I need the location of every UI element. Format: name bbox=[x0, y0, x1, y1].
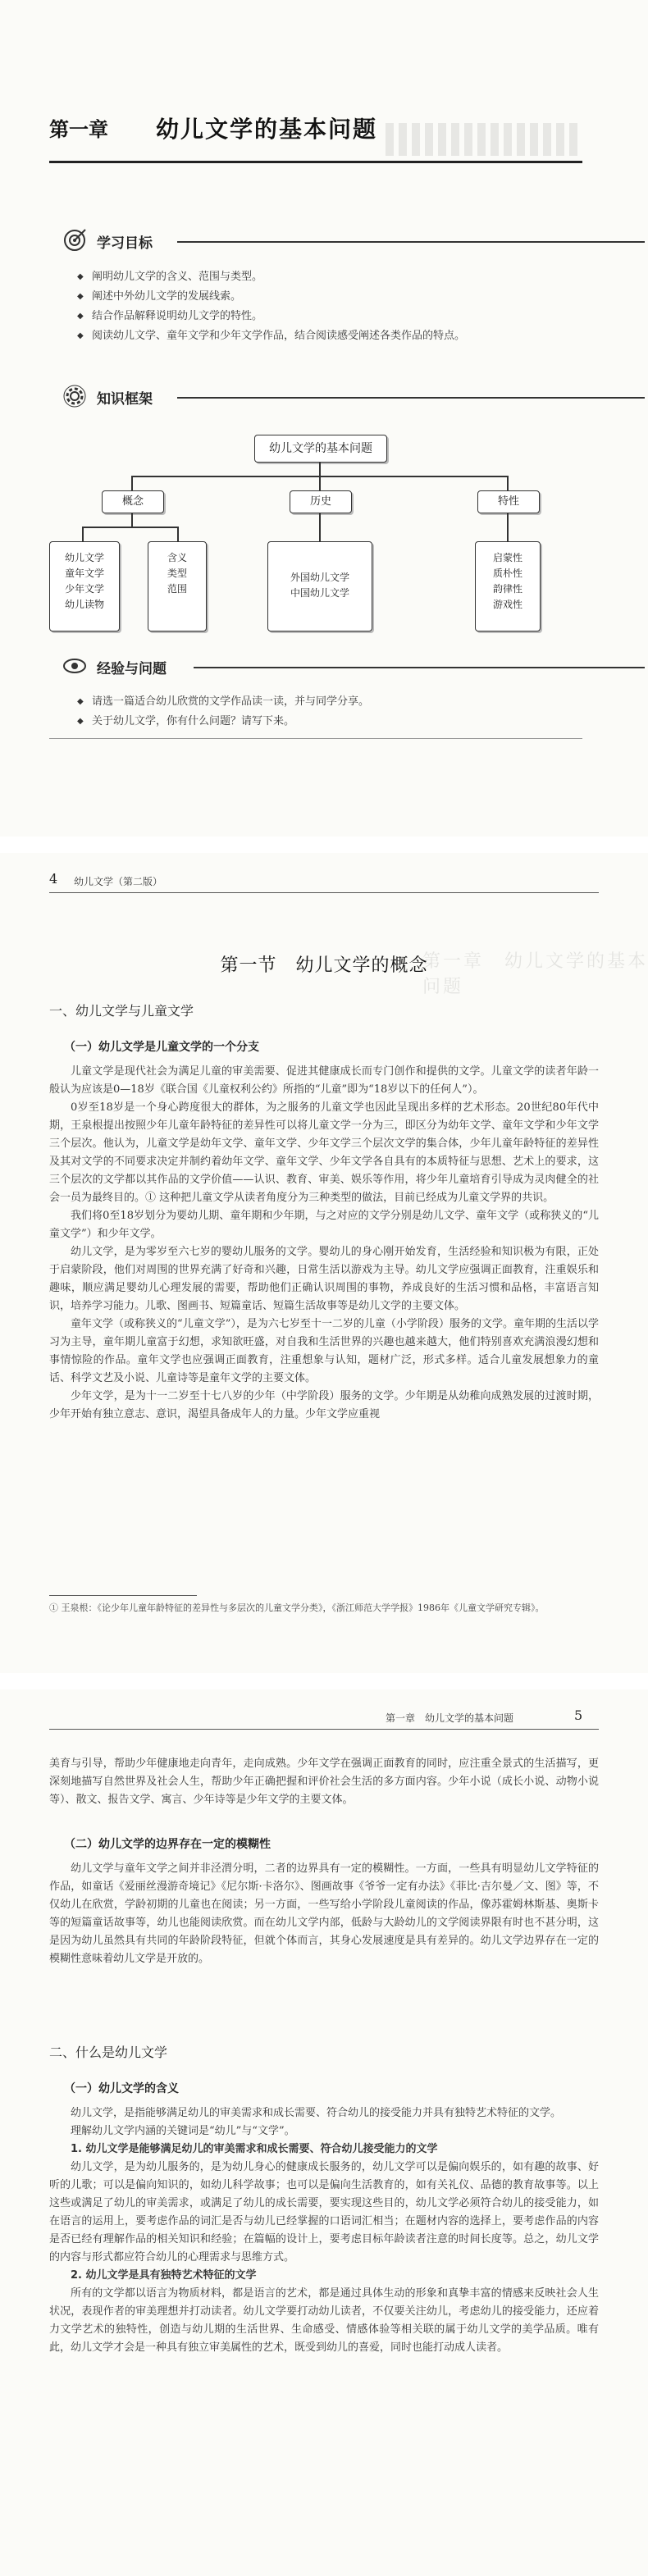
running-head: 幼儿文学（第二版） bbox=[74, 876, 163, 887]
paragraph: 所有的文学都以语言为物质材料，都是语言的艺术，都是通过具体生动的形象和真挚丰富的情感来反映社会人生状况，表现作者的审美理想并打动读者。幼儿文学要打动幼儿读者，不仅要关注幼儿，考虑幼儿的接受能力，还应着力文学艺术的独特性，创造与幼儿期的生活世界、生命感受、情感体验等相关联的属于幼儿文学的美学品质。唯有此，幼儿文学才会是一种具有独立审美属性的艺术，既受到幼儿的喜爱，同时也能打动成人读者。 bbox=[49, 2287, 599, 2354]
diagram-leaf-concept-types bbox=[49, 541, 120, 631]
objectives-title: 学习目标 bbox=[97, 235, 153, 252]
leaf-line: 质朴性 bbox=[492, 568, 523, 579]
numbered-point: 1. 幼儿文学是能够满足幼儿的审美需求和成长需要、符合幼儿接受能力的文学 bbox=[71, 2143, 438, 2155]
body-text bbox=[49, 2104, 599, 2357]
header-rule bbox=[49, 1729, 599, 1730]
leaf-line: 童年文学 bbox=[64, 568, 104, 579]
paragraph: 美育与引导，帮助少年健康地走向青年，走向成熟。少年文学在强调正面教育的同时，应注重全景式的生活描写，更深刻地描写自然世界及社会人生，帮助少年正确把握和评价社会生活的多方面内容。少年小说（成长小说、动物小说等）、散文、报告文学、寓言、少年诗等是少年文学的主要文体。 bbox=[49, 1758, 599, 1806]
chapter-label: 第一章 bbox=[49, 118, 108, 141]
objectives-header bbox=[62, 226, 587, 254]
leaf-line: 外国幼儿文学 bbox=[290, 572, 349, 583]
experience-title: 经验与问题 bbox=[97, 661, 167, 677]
diagram-root-node: 幼儿文学的基本问题 bbox=[254, 435, 387, 463]
page-gap bbox=[0, 1673, 648, 1689]
list-item: ◆ 阐明幼儿文学的含义、范围与类型。 bbox=[77, 267, 594, 287]
textbook-page-5 bbox=[0, 1689, 648, 2576]
heading-1: 一、幼儿文学与儿童文学 bbox=[49, 1003, 194, 1019]
page-gap bbox=[0, 837, 648, 853]
diagram-connector bbox=[507, 476, 509, 490]
experience-rule bbox=[194, 667, 645, 668]
list-item: ◆ 阅读幼儿文学、童年文学和少年文学作品，结合阅读感受阐述各类作品的特点。 bbox=[77, 326, 594, 346]
diagram-connector bbox=[319, 513, 321, 541]
chapter-rule bbox=[49, 161, 582, 163]
numbered-point: 2. 幼儿文学是具有独特艺术特征的文学 bbox=[71, 2269, 257, 2282]
footnote-rule bbox=[49, 1595, 197, 1596]
diagram-connector bbox=[131, 513, 133, 527]
knowledge-framework-diagram bbox=[49, 426, 582, 672]
chapter-header bbox=[49, 98, 582, 156]
framework-title: 知识框架 bbox=[97, 391, 153, 408]
eye-icon bbox=[62, 654, 87, 678]
leaf-line: 范围 bbox=[167, 583, 187, 595]
experience-list bbox=[77, 692, 594, 732]
diagram-connector bbox=[177, 527, 179, 541]
objectives-rule bbox=[177, 241, 645, 243]
body-text bbox=[49, 1063, 599, 1424]
paragraph: 我们将0至18岁划分为要幼儿期、童年期和少年期，与之对应的文学分别是幼儿文学、童年文学（或称狭义的“儿童文学”）和少年文学。 bbox=[49, 1210, 599, 1240]
leaf-line: 含义 bbox=[167, 552, 187, 563]
objectives-list bbox=[77, 267, 594, 346]
diagram-node-concept: 概念 bbox=[102, 490, 164, 513]
paragraph: 儿童文学是现代社会为满足儿童的审美需要、促进其健康成长而专门创作和提供的文学。儿童文学的读者年龄一般认为应该是0—18岁《联合国《儿童权利公约》所指的“儿童”即为“18岁以下的任何人”）。 bbox=[49, 1065, 599, 1096]
leaf-line: 韵律性 bbox=[492, 583, 523, 595]
framework-header bbox=[62, 382, 587, 410]
diagram-leaf-concept-aspects bbox=[148, 541, 207, 631]
page-number: 5 bbox=[574, 1707, 583, 1723]
heading-2: （二）幼儿文学的边界存在一定的模糊性 bbox=[64, 1838, 271, 1851]
page-number: 4 bbox=[49, 871, 58, 887]
paragraph: 0岁至18岁是一个身心跨度很大的群体，为之服务的儿童文学也因此呈现出多样的艺术形态。20世纪80年代中期，王泉根提出按照少年儿童年龄特征的差异性可以将儿童文学一分为三，即区分为幼年文学、童年文学和少年文学三个层次。他认为，儿童文学是幼年文学、童年文学、少年文学三个层次文学的集合体，少年儿童年龄特征的差异性及其对文学的不同要求决定并制约着幼年文学、童年文学、少年文学各自具有的本质特征与思想、艺术上的要求，这三个层次的文学都以其作品的文学价值——认识、教育、审美、娱乐等作用，将少年儿童培育引导成为灵肉健全的社会一员为最终目的。① 这种把儿童文学从读者角度分为三种类型的做法，目前已经成为儿童文学界的共识。 bbox=[49, 1101, 599, 1204]
header-rule bbox=[49, 892, 599, 893]
heading-1: 二、什么是幼儿文学 bbox=[49, 2045, 168, 2060]
section-end-rule bbox=[49, 738, 582, 739]
diagram-connector bbox=[131, 476, 133, 490]
gear-icon bbox=[62, 384, 87, 408]
diagram-connector bbox=[507, 513, 509, 541]
diagram-leaf-history bbox=[267, 541, 372, 631]
diagram-connector bbox=[319, 476, 321, 490]
section-title: 第一节 幼儿文学的概念 bbox=[220, 955, 428, 976]
diagram-connector bbox=[82, 527, 84, 541]
paragraph: 理解幼儿文学内涵的关键词是“幼儿”与“文学”。 bbox=[71, 2125, 295, 2137]
heading-2: （一）幼儿文学的含义 bbox=[64, 2082, 179, 2095]
paragraph: 幼儿文学，是为零岁至六七岁的婴幼儿服务的文学。婴幼儿的身心刚开始发育，生活经验和知识极为有限，正处于启蒙阶段，他们对周围的世界充满了好奇和兴趣，日常生活以游戏为主导。幼儿文学应强调正面教育，注重娱乐和趣味，顺应满足婴幼儿心理发展的需要，帮助他们正确认识周围的事物，养成良好的生活习惯和品格，丰富语言知识，培养学习能力。儿歌、图画书、短篇童话、短篇生活故事等是幼儿文学的主要文体。 bbox=[49, 1246, 599, 1312]
leaf-line: 幼儿文学 bbox=[64, 552, 104, 563]
framework-rule bbox=[177, 397, 645, 399]
chapter-title: 幼儿文学的基本问题 bbox=[156, 116, 378, 143]
target-icon bbox=[62, 228, 87, 253]
footnote: ① 王泉根：《论少年儿童年龄特征的差异性与多层次的儿童文学分类》，《浙江师范大学学报》1986年《儿童文学研究专辑》。 bbox=[49, 1603, 545, 1613]
textbook-page-1 bbox=[0, 0, 648, 837]
paragraph: 童年文学（或称狭义的“儿童文学”），是为六七岁至十一二岁的儿童（小学阶段）服务的文学。童年期的生活以学习为主导，童年期儿童富于幻想，求知欲旺盛，对自我和生活世界的兴趣也越来越大，他们特别喜欢充满浪漫幻想和事情惊险的作品。童年文学也应强调正面教育，注重想象与认知，题材广泛，形式多样。适合儿童发展想象力的童话、科学文艺及小说、儿童诗等是童年文学的主要文体。 bbox=[49, 1318, 599, 1384]
list-item: ◆ 关于幼儿文学，你有什么问题？请写下来。 bbox=[77, 712, 594, 732]
paragraph: 幼儿文学与童年文学之间并非泾渭分明，二者的边界具有一定的模糊性。一方面，一些具有明显幼儿文学特征的作品，如童话《爱丽丝漫游奇境记》《尼尔斯·卡洛尔》、图画故事《爷爷一定有办法》《菲比·吉尔曼／文、图》等，不仅幼儿在欣赏，学龄初期的儿童也在阅读；另一方面，一些写给小学阶段儿童阅读的作品，像苏霍姆林斯基、奥斯卡等的短篇童话故事等，幼儿也能阅读欣赏。而在幼儿文学内部，低龄与大龄幼儿的文学阅读界限有时也不甚分明，这是因为幼儿虽然具有共同的年龄阶段特征，但就个体而言，其身心发展速度是具有差异的。幼儿文学边界存在一定的模糊性意味着幼儿文学是开放的。 bbox=[49, 1862, 599, 1965]
leaf-line: 类型 bbox=[167, 568, 187, 579]
paragraph: 幼儿文学，是为幼儿服务的，是为幼儿身心的健康成长服务的，幼儿文学可以是偏向娱乐的，如有趣的故事、好听的儿歌；可以是偏向知识的，如幼儿科学故事；也可以是偏向生活教育的，如有关礼仪、品德的教育故事等。以上这些或满足了幼儿的审美需求，或满足了幼儿的成长需要，要实现这些目的，幼儿文学必须符合幼儿的接受能力，如在语言的运用上，要考虑作品的词汇是否与幼儿已经掌握的口语词汇相当；在题材内容的选择上，要考虑作品的内容是否已经有理解作品的相关知识和经验；在篇幅的设计上，要考虑目标年龄读者注意的时间长度等。总之，幼儿文学的内容与形式都应符合幼儿的心理需求与思维方式。 bbox=[49, 2161, 599, 2264]
diagram-node-history: 历史 bbox=[290, 490, 352, 513]
body-text bbox=[49, 1755, 599, 1809]
textbook-page-4 bbox=[0, 853, 648, 1673]
paragraph: 幼儿文学，是指能够满足幼儿的审美需求和成长需要、符合幼儿的接受能力并具有独特艺术特征的文学。 bbox=[71, 2107, 562, 2119]
leaf-line: 幼儿读物 bbox=[64, 599, 104, 610]
diagram-connector bbox=[319, 463, 321, 476]
leaf-line: 启蒙性 bbox=[492, 552, 523, 563]
experience-header bbox=[62, 652, 587, 680]
diagram-leaf-characteristics bbox=[475, 541, 541, 631]
leaf-line: 游戏性 bbox=[492, 599, 523, 610]
diagram-connector bbox=[82, 527, 179, 528]
list-item: ◆ 结合作品解释说明幼儿文学的特性。 bbox=[77, 307, 594, 326]
leaf-line: 少年文学 bbox=[64, 583, 104, 595]
heading-2: （一）幼儿文学是儿童文学的一个分支 bbox=[64, 1041, 259, 1054]
paragraph: 少年文学，是为十一二岁至十七八岁的少年（中学阶段）服务的文学。少年期是从幼稚向成熟发展的过渡时期，少年开始有独立意志、意识，渴望具备成年人的力量。少年文学应重视 bbox=[49, 1390, 599, 1420]
leaf-line: 中国幼儿文学 bbox=[290, 587, 349, 599]
show-through-text: 第一章 幼儿文学的基本问题 bbox=[422, 951, 648, 997]
diagram-node-characteristics: 特性 bbox=[477, 490, 540, 513]
list-item: ◆ 请选一篇适合幼儿欣赏的文学作品读一读，并与同学分享。 bbox=[77, 692, 594, 712]
running-head: 第一章 幼儿文学的基本问题 bbox=[386, 1712, 514, 1724]
list-item: ◆ 阐述中外幼儿文学的发展线索。 bbox=[77, 287, 594, 307]
body-text bbox=[49, 1860, 599, 1968]
